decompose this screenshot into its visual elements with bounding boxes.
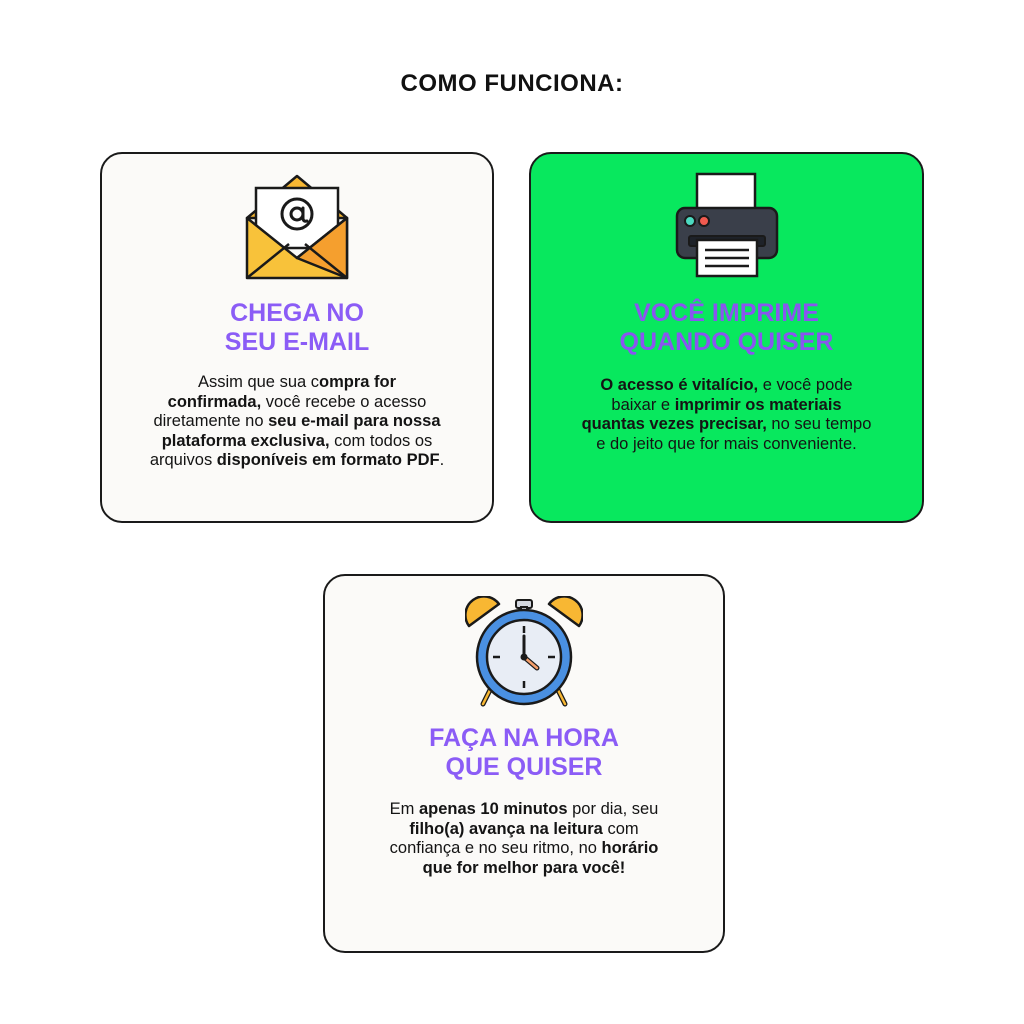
- card-clock: [323, 574, 725, 953]
- bold-text: disponíveis em formato PDF: [216, 451, 440, 469]
- card-title-line: QUANDO QUISER: [619, 328, 834, 356]
- printer-icon: [673, 172, 781, 280]
- card-text-line: [531, 396, 922, 416]
- card-text-line: [531, 435, 922, 455]
- text: e você pode: [758, 376, 853, 394]
- card-text-line: [102, 451, 492, 471]
- bold-text: confirmada,: [167, 392, 262, 411]
- bold-text: quantas vezes precisar,: [581, 415, 767, 433]
- bold-text: plataforma exclusiva,: [161, 431, 330, 450]
- bold-text: ompra for: [319, 373, 397, 391]
- bold-text: filho(a) avança na leitura: [409, 819, 603, 838]
- text: Em: [389, 800, 419, 818]
- card-email: [100, 152, 494, 523]
- card-title: [531, 299, 922, 357]
- card-text-line: [102, 432, 492, 452]
- text: arquivos: [149, 451, 217, 469]
- card-title-line: SEU E-MAIL: [224, 328, 370, 356]
- bold-text: imprimir os materiais: [674, 395, 842, 414]
- card-text-line: [102, 393, 492, 413]
- card-text-line: [102, 373, 492, 393]
- text: .: [439, 451, 445, 469]
- card-title-line: FAÇA NA HORA: [429, 724, 619, 752]
- bold-text: O acesso é vitalício,: [600, 376, 759, 394]
- printer-icon-wrap: [531, 172, 922, 280]
- bold-text: que for melhor para você!: [422, 858, 626, 877]
- card-title: [102, 299, 492, 357]
- card-text-line: [325, 839, 723, 859]
- text: por dia, seu: [567, 800, 659, 818]
- text: no seu tempo: [766, 415, 872, 433]
- alarm-clock-icon: [465, 596, 583, 708]
- text: com todos os: [329, 431, 433, 450]
- page-title: COMO FUNCIONA:: [400, 70, 624, 97]
- bold-text: seu e-mail para nossa: [268, 412, 441, 430]
- email-envelope-icon: [243, 174, 351, 282]
- card-description: [325, 800, 723, 878]
- text: com: [602, 819, 639, 838]
- text: baixar e: [611, 395, 675, 414]
- card-title-line: CHEGA NO: [230, 299, 364, 327]
- card-title: [325, 724, 723, 782]
- clock-icon-wrap: [325, 596, 723, 708]
- bold-text: apenas 10 minutos: [418, 800, 568, 818]
- card-text-line: [325, 820, 723, 840]
- card-description: [102, 373, 492, 471]
- card-text-line: [531, 376, 922, 396]
- bold-text: horário: [601, 839, 659, 857]
- card-printer: [529, 152, 924, 523]
- card-text-line: [531, 415, 922, 435]
- email-icon-wrap: [102, 174, 492, 282]
- text: e do jeito que for mais conveniente.: [596, 434, 857, 453]
- text: Assim que sua c: [197, 373, 320, 391]
- card-text-line: [102, 412, 492, 432]
- card-description: [531, 376, 922, 454]
- text: diretamente no: [153, 412, 269, 430]
- text: você recebe o acesso: [261, 392, 427, 411]
- card-text-line: [325, 859, 723, 879]
- card-text-line: [325, 800, 723, 820]
- card-title-line: VOCÊ IMPRIME: [634, 299, 819, 327]
- card-title-line: QUE QUISER: [445, 753, 603, 781]
- text: confiança e no seu ritmo, no: [389, 839, 602, 857]
